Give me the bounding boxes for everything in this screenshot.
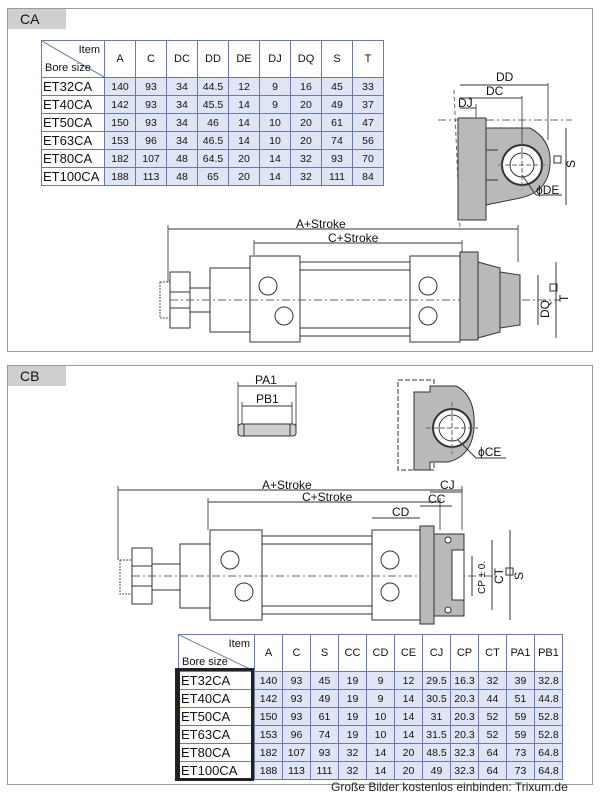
table-row <box>179 726 563 744</box>
table-cell: 150 <box>255 708 283 726</box>
table-cell: 14 <box>229 132 260 150</box>
table-cell: 20 <box>291 114 322 132</box>
table-cell: 32 <box>339 744 367 762</box>
table-cell: 93 <box>283 690 311 708</box>
table-cell: 20 <box>291 96 322 114</box>
cb-cd-dim-label: CD <box>392 505 410 519</box>
ca-corner-bore-label: Bore size <box>45 62 91 74</box>
table-cell: 31 <box>423 708 451 726</box>
cb-cp-dim-label: CP ± 0. <box>477 560 488 594</box>
watermark-text: Große Bilder kostenlos einbinden: Trixum.de <box>331 780 568 794</box>
cb-col-header-cd: CD <box>367 635 395 672</box>
table-cell: 65 <box>198 168 229 186</box>
cb-corner-item-label: Item <box>228 638 250 650</box>
table-cell: 93 <box>283 672 311 690</box>
cb-col-header-pb1: PB1 <box>535 635 563 672</box>
table-cell: 34 <box>167 78 198 96</box>
table-cell: 33 <box>353 78 384 96</box>
bore-size-cell: ET63CA <box>179 726 255 744</box>
table-cell: 16.3 <box>451 672 479 690</box>
table-cell: 20.3 <box>451 708 479 726</box>
table-cell: 113 <box>283 762 311 780</box>
table-cell: 10 <box>260 132 291 150</box>
table-cell: 32 <box>479 672 507 690</box>
cb-s-dim-label: S <box>512 571 526 580</box>
table-cell: 111 <box>322 168 353 186</box>
ca-col-header-dj: DJ <box>260 41 291 78</box>
ca-col-header-dq: DQ <box>291 41 322 78</box>
table-cell: 64 <box>479 744 507 762</box>
table-cell: 34 <box>167 114 198 132</box>
table-cell: 9 <box>260 78 291 96</box>
table-cell: 51 <box>507 690 535 708</box>
ca-dd-dim-label: DD <box>496 70 514 84</box>
cb-a-stroke-label: A+Stroke <box>262 478 312 492</box>
table-cell: 142 <box>255 690 283 708</box>
bore-size-cell: ET40CA <box>179 690 255 708</box>
ca-col-header-c: C <box>136 41 167 78</box>
cb-table-body <box>179 672 563 780</box>
ca-col-header-t: T <box>353 41 384 78</box>
table-cell: 56 <box>353 132 384 150</box>
table-cell: 140 <box>105 78 136 96</box>
cb-dimension-table <box>177 634 563 780</box>
table-cell: 32 <box>291 150 322 168</box>
cb-table-corner <box>179 635 255 672</box>
table-cell: 70 <box>353 150 384 168</box>
bore-size-cell: ET100CA <box>179 762 255 780</box>
table-cell: 182 <box>255 744 283 762</box>
table-cell: 93 <box>136 78 167 96</box>
ca-col-header-s: S <box>322 41 353 78</box>
table-cell: 61 <box>322 114 353 132</box>
table-cell: 153 <box>105 132 136 150</box>
table-cell: 93 <box>311 744 339 762</box>
ca-col-header-a: A <box>105 41 136 78</box>
cb-cc-dim-label: CC <box>428 492 446 506</box>
cb-pin-view <box>238 373 296 436</box>
table-cell: 74 <box>322 132 353 150</box>
bore-size-cell: ET40CA <box>42 96 105 114</box>
table-cell: 14 <box>367 762 395 780</box>
ca-corner-item-label: Item <box>78 44 100 56</box>
ca-t-dim-label: T <box>557 294 571 302</box>
table-cell: 30.5 <box>423 690 451 708</box>
table-cell: 64.8 <box>535 744 563 762</box>
table-cell: 45 <box>322 78 353 96</box>
table-cell: 14 <box>395 726 423 744</box>
table-cell: 20 <box>229 168 260 186</box>
cb-col-header-cc: CC <box>339 635 367 672</box>
table-cell: 52.8 <box>535 726 563 744</box>
cb-c-stroke-label: C+Stroke <box>302 490 353 504</box>
table-cell: 32.3 <box>451 744 479 762</box>
table-cell: 64.5 <box>198 150 229 168</box>
table-cell: 9 <box>260 96 291 114</box>
ca-dj-dim-label: DJ <box>458 96 473 110</box>
table-cell: 73 <box>507 762 535 780</box>
cb-col-header-cp: CP <box>451 635 479 672</box>
table-cell: 52.8 <box>535 708 563 726</box>
table-cell: 113 <box>136 168 167 186</box>
table-cell: 47 <box>353 114 384 132</box>
table-cell: 14 <box>229 96 260 114</box>
bore-size-cell: ET32CA <box>42 78 105 96</box>
ca-dc-dim-label: DC <box>486 84 504 98</box>
table-cell: 93 <box>136 96 167 114</box>
table-cell: 49 <box>423 762 451 780</box>
table-cell: 150 <box>105 114 136 132</box>
bore-size-cell: ET50CA <box>179 708 255 726</box>
table-cell: 153 <box>255 726 283 744</box>
table-cell: 142 <box>105 96 136 114</box>
table-cell: 12 <box>229 78 260 96</box>
table-cell: 20.3 <box>451 726 479 744</box>
table-cell: 46.5 <box>198 132 229 150</box>
table-cell: 111 <box>311 762 339 780</box>
table-cell: 19 <box>339 726 367 744</box>
cb-clevis-side-view <box>398 380 506 470</box>
table-cell: 10 <box>367 726 395 744</box>
bore-size-cell: ET50CA <box>42 114 105 132</box>
ca-dq-dim-label: DQ <box>538 300 552 318</box>
table-cell: 14 <box>229 114 260 132</box>
table-cell: 37 <box>353 96 384 114</box>
table-cell: 59 <box>507 708 535 726</box>
table-cell: 93 <box>136 114 167 132</box>
table-cell: 61 <box>311 708 339 726</box>
table-cell: 31.5 <box>423 726 451 744</box>
table-cell: 9 <box>367 690 395 708</box>
cb-col-header-ce: CE <box>395 635 423 672</box>
table-cell: 49 <box>322 96 353 114</box>
cb-col-header-s: S <box>311 635 339 672</box>
table-cell: 39 <box>507 672 535 690</box>
table-cell: 20 <box>291 132 322 150</box>
table-cell: 52 <box>479 708 507 726</box>
table-cell: 34 <box>167 132 198 150</box>
bore-size-cell: ET100CA <box>42 168 105 186</box>
table-cell: 93 <box>283 708 311 726</box>
table-cell: 10 <box>260 114 291 132</box>
table-cell: 10 <box>367 708 395 726</box>
ca-s-dim-label: S <box>564 159 578 168</box>
table-cell: 188 <box>105 168 136 186</box>
cb-ct-dim-label: CT <box>492 568 506 584</box>
ca-c-stroke-label: C+Stroke <box>328 231 379 245</box>
cb-col-header-ct: CT <box>479 635 507 672</box>
cb-col-header-c: C <box>283 635 311 672</box>
table-cell: 49 <box>311 690 339 708</box>
table-cell: 14 <box>395 708 423 726</box>
bore-size-cell: ET80CA <box>42 150 105 168</box>
table-cell: 19 <box>339 708 367 726</box>
table-cell: 45.5 <box>198 96 229 114</box>
ca-col-header-dd: DD <box>198 41 229 78</box>
table-cell: 45 <box>311 672 339 690</box>
table-cell: 107 <box>283 744 311 762</box>
bore-size-cell: ET32CA <box>179 672 255 690</box>
table-cell: 14 <box>395 690 423 708</box>
table-cell: 73 <box>507 744 535 762</box>
ca-section-label: CA <box>8 9 66 29</box>
table-row <box>179 690 563 708</box>
table-cell: 14 <box>260 150 291 168</box>
ca-a-stroke-label: A+Stroke <box>296 217 346 231</box>
table-cell: 48.5 <box>423 744 451 762</box>
table-cell: 96 <box>136 132 167 150</box>
table-cell: 140 <box>255 672 283 690</box>
table-row <box>179 708 563 726</box>
table-cell: 32 <box>291 168 322 186</box>
table-cell: 12 <box>395 672 423 690</box>
ca-col-header-dc: DC <box>167 41 198 78</box>
table-cell: 20 <box>229 150 260 168</box>
table-cell: 182 <box>105 150 136 168</box>
table-cell: 48 <box>167 168 198 186</box>
table-cell: 64 <box>479 762 507 780</box>
table-cell: 14 <box>367 744 395 762</box>
table-row <box>179 744 563 762</box>
cb-pb1-dim-label: PB1 <box>256 392 279 406</box>
table-cell: 16 <box>291 78 322 96</box>
table-cell: 32 <box>339 762 367 780</box>
table-cell: 20 <box>395 744 423 762</box>
table-cell: 20 <box>395 762 423 780</box>
cb-col-header-pa1: PA1 <box>507 635 535 672</box>
table-cell: 59 <box>507 726 535 744</box>
ca-de-dim-label: ϕDE <box>536 183 560 197</box>
ca-col-header-de: DE <box>229 41 260 78</box>
table-cell: 107 <box>136 150 167 168</box>
table-cell: 9 <box>367 672 395 690</box>
table-cell: 32.3 <box>451 762 479 780</box>
table-cell: 19 <box>339 690 367 708</box>
cb-section-label: CB <box>8 366 66 386</box>
table-cell: 188 <box>255 762 283 780</box>
table-cell: 52 <box>479 726 507 744</box>
table-cell: 48 <box>167 150 198 168</box>
table-cell: 34 <box>167 96 198 114</box>
table-cell: 96 <box>283 726 311 744</box>
table-cell: 84 <box>353 168 384 186</box>
table-cell: 74 <box>311 726 339 744</box>
table-cell: 44.5 <box>198 78 229 96</box>
table-cell: 93 <box>322 150 353 168</box>
cb-col-header-cj: CJ <box>423 635 451 672</box>
bore-size-cell: ET80CA <box>179 744 255 762</box>
table-cell: 20.3 <box>451 690 479 708</box>
cb-corner-bore-label: Bore size <box>182 656 228 668</box>
cb-ce-dim-label: ϕCE <box>478 445 502 459</box>
cb-pa1-dim-label: PA1 <box>255 373 277 387</box>
cb-cylinder-view <box>118 478 526 624</box>
table-row <box>179 762 563 780</box>
table-cell: 44.8 <box>535 690 563 708</box>
cb-col-header-a: A <box>255 635 283 672</box>
table-cell: 19 <box>339 672 367 690</box>
cb-cj-dim-label: CJ <box>440 478 455 492</box>
table-cell: 64.8 <box>535 762 563 780</box>
table-cell: 44 <box>479 690 507 708</box>
bore-size-cell: ET63CA <box>42 132 105 150</box>
table-cell: 29.5 <box>423 672 451 690</box>
cb-table-header <box>179 635 563 672</box>
table-cell: 32.8 <box>535 672 563 690</box>
table-cell: 46 <box>198 114 229 132</box>
table-row <box>179 672 563 690</box>
table-cell: 14 <box>260 168 291 186</box>
